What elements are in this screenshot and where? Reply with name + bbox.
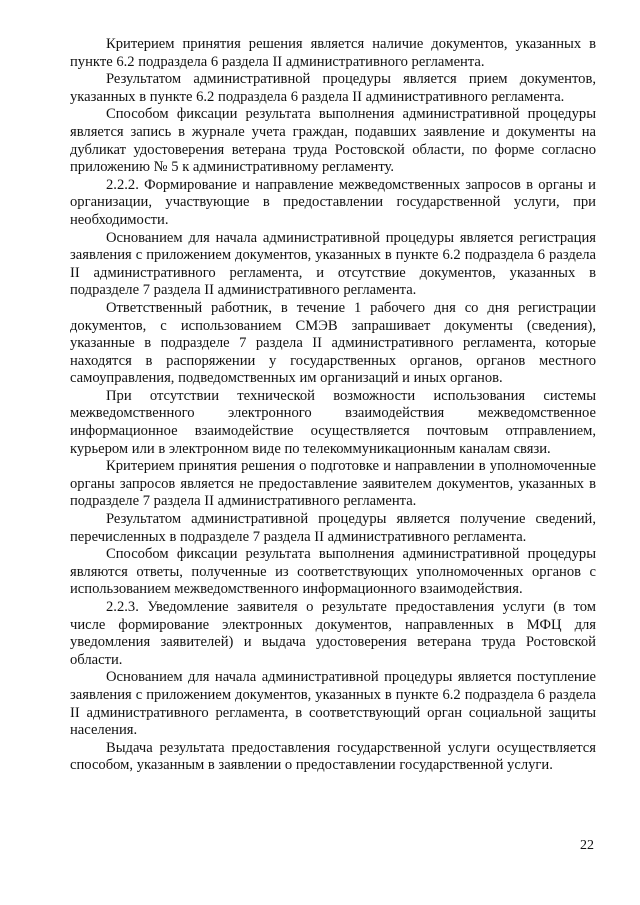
paragraph-result-recording: Способом фиксации результата выполнения административной процедуры является запись в журнале учета граждан, подавших заявление и документы на дубликат удостоверения ветерана труда Ростовской области, по форме согласно приложению № 5 к административному регламенту. (70, 106, 596, 176)
paragraph-decision-criterion: Критерием принятия решения является наличие документов, указанных в пункте 6.2 подраздела 6 раздела II административного регламента. (70, 36, 596, 70)
paragraph-request-recording: Способом фиксации результата выполнения административной процедуры являются ответы, полученные из соответствующих уполномоченных органов с использованием межведомственного информационного взаимодействия. (70, 546, 596, 598)
paragraph-notification-basis: Основанием для начала административной процедуры является поступление заявления с приложением документов, указанных в пункте 6.2 подраздела 6 раздела II административного регламента, в соответствующий орган социальной защиты населения. (70, 669, 596, 739)
paragraph-result-issuance: Выдача результата предоставления государственной услуги осуществляется способом, указанным в заявлении о предоставлении государственной услуги. (70, 739, 596, 774)
page-number: 22 (580, 838, 594, 853)
section-heading-2-2-2: 2.2.2. Формирование и направление межведомственных запросов в органы и организации, участвующие в предоставлении государственной услуги, при необходимости. (70, 176, 596, 228)
paragraph-responsible-worker: Ответственный работник, в течение 1 рабочего дня со дня регистрации документов, с использованием СМЭВ запрашивает документы (сведения), указанные в подразделе 7 раздела II административного регламента, которые находятся в распоряжении у государственных органов, органов местного самоуправления, подведомственных им организаций и иных органов. (70, 299, 596, 387)
paragraph-request-criterion: Критерием принятия решения о подготовке и направлении в уполномоченные органы запросов является не предоставление заявителем документов, указанных в подразделе 7 раздела II административного регламента. (70, 458, 596, 510)
paragraph-procedure-result: Результатом административной процедуры является прием документов, указанных в пункте 6.2 подраздела 6 раздела II административного регламента. (70, 71, 596, 105)
section-heading-2-2-3: 2.2.3. Уведомление заявителя о результате предоставления услуги (в том числе формирование электронных документов, направленных в МФЦ для уведомления заявителей) и выдача удостоверения ветерана труда Ростовской области. (70, 599, 596, 668)
paragraph-no-technical-possibility: При отсутствии технической возможности использования системы межведомственного электронного взаимодействия межведомственное информационное взаимодействие осуществляется почтовым отправлением, курьером или в электронном виде по телекоммуникационным каналам связи. (70, 387, 596, 457)
body-text (70, 36, 596, 775)
paragraph-procedure-basis: Основанием для начала административной процедуры является регистрация заявления с приложением документов, указанных в пункте 6.2 подраздела 6 раздела II административного регламента, и отсутствие документов, указанных в подразделе 7 раздела II административного регламента. (70, 229, 596, 299)
paragraph-request-result: Результатом административной процедуры является получение сведений, перечисленных в подразделе 7 раздела II административного регламента. (70, 511, 596, 545)
